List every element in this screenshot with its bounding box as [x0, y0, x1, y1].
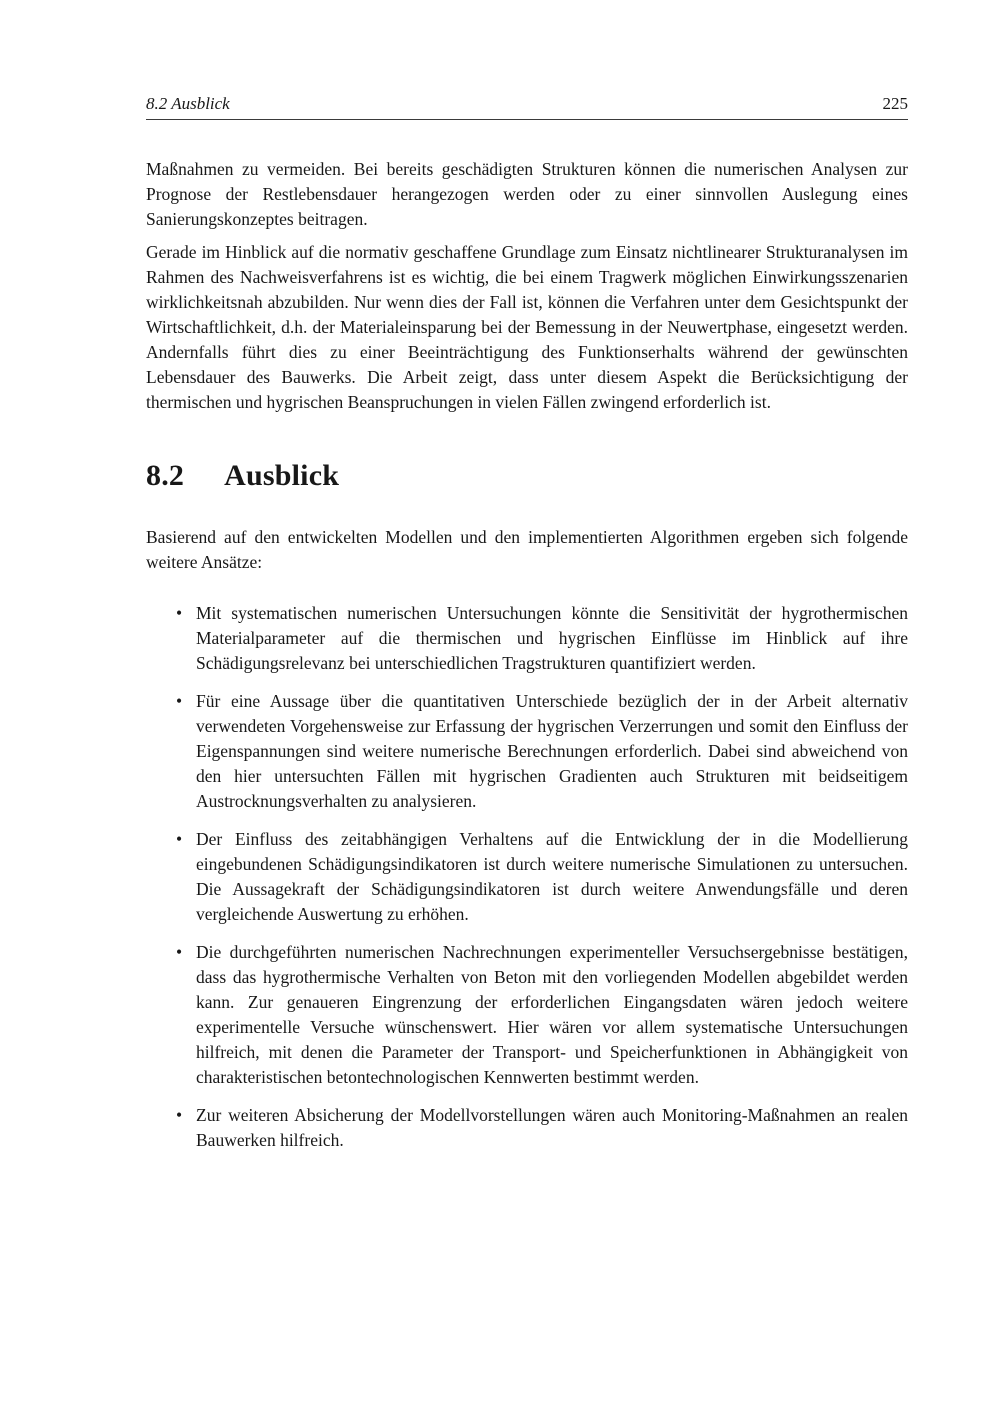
bullet-icon: •: [176, 942, 183, 962]
list-item-text: Die durchgeführten numerischen Nachrechnungen experimenteller Versuchsergebnisse bestätigen, dass das hygrothermische Verhalten von Beton mit den vorliegenden Modellen abgebildet werden kann. Zur genaueren Eingrenzung der erforderlichen Eingangsdaten wären jedoch weitere experimentelle Versuche wünschenswert. Hier wären vor allem systematische Untersuchungen hilfreich, mit denen die Parameter der Transport- und Speicherfunktionen in Abhängigkeit von charakteristischen betontechnologischen Kennwerten bestimmt werden.: [196, 942, 908, 1087]
section-number: 8.2: [146, 459, 185, 492]
paragraph: Gerade im Hinblick auf die normativ geschaffene Grundlage zum Einsatz nichtlinearer Strukturanalysen im Rahmen des Nachweisverfahrens ist es wichtig, die bei einem Tragwerk möglichen Einwirkungsszenarien wirklichkeitsnah abzubilden. Nur wenn dies der Fall ist, können die Verfahren unter dem Gesichtspunkt der Wirtschaftlichkeit, d.h. der Materialeinsparung bei der Bemessung in der Neuwertphase, eingesetzt werden. Andernfalls führt dies zu einer Beeinträchtigung des Funktionserhalts während der gewünschten Lebensdauer des Bauwerks. Die Arbeit zeigt, dass unter diesem Aspekt die Berücksichtigung der thermischen und hygrischen Beanspruchungen in vielen Fällen zwingend erforderlich ist.: [146, 242, 908, 412]
page-body: [146, 157, 908, 1153]
paragraph-continuation: Maßnahmen zu vermeiden. Bei bereits geschädigten Strukturen können die numerischen Analysen zur Prognose der Restlebensdauer herangezogen werden oder zu einer sinnvollen Auslegung eines Sanierungskonzeptes beitragen.: [146, 159, 908, 229]
bullet-list: [146, 601, 908, 1153]
list-item: [176, 940, 908, 1090]
list-item: [176, 689, 908, 814]
running-header: [146, 94, 908, 114]
list-item-text: Der Einfluss des zeitabhängigen Verhaltens auf die Entwicklung der in die Modellierung eingebundenen Schädigungsindikatoren ist durch weitere numerische Simulationen zu untersuchen. Die Aussagekraft der Schädigungsindikatoren ist durch weitere Anwendungsfälle und deren vergleichende Auswertung zu erhöhen.: [196, 829, 908, 924]
running-header-section-label: 8.2 Ausblick: [146, 94, 230, 113]
section-title: Ausblick: [224, 459, 340, 492]
bullet-icon: •: [176, 691, 183, 711]
list-item: [176, 827, 908, 927]
list-item-text: Mit systematischen numerischen Untersuchungen könnte die Sensitivität der hygrothermischen Materialparameter auf die thermischen und hygrischen Einflüsse im Hinblick auf ihre Schädigungsrelevanz bei unterschiedlichen Tragstrukturen quantifiziert werden.: [196, 603, 908, 673]
header-rule: [146, 119, 908, 120]
bullet-icon: •: [176, 829, 183, 849]
page-number: 225: [882, 94, 908, 113]
list-item: [176, 601, 908, 676]
intro-paragraph: Basierend auf den entwickelten Modellen und den implementierten Algorithmen ergeben sich folgende weitere Ansätze:: [146, 527, 908, 572]
list-item: [176, 1103, 908, 1153]
bullet-icon: •: [176, 603, 183, 623]
bullet-icon: •: [176, 1105, 183, 1125]
list-item-text: Für eine Aussage über die quantitativen Unterschiede bezüglich der in der Arbeit alternativ verwendeten Vorgehensweise zur Erfassung der hygrischen Verzerrungen und somit den Einfluss der Eigenspannungen sind weitere numerische Berechnungen erforderlich. Dabei sind abweichend von den hier untersuchten Fällen mit hygrischen Gradienten auch Strukturen mit beidseitigem Austrocknungsverhalten zu analysieren.: [196, 691, 908, 811]
list-item-text: Zur weiteren Absicherung der Modellvorstellungen wären auch Monitoring-Maßnahmen an realen Bauwerken hilfreich.: [196, 1105, 908, 1150]
section-heading: [146, 459, 908, 493]
